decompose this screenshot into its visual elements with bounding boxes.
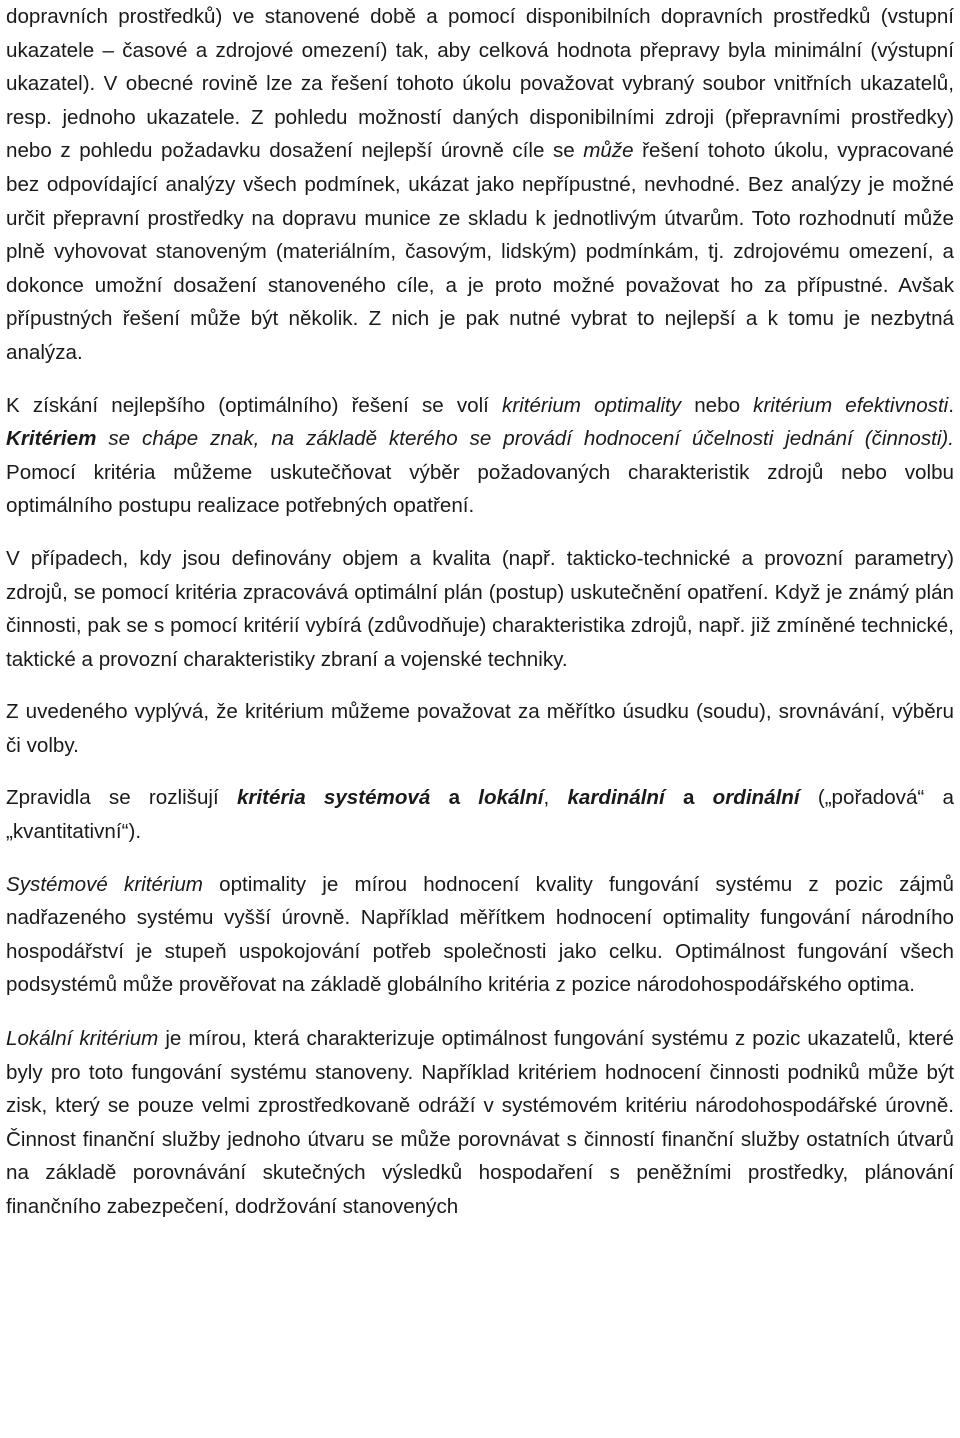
text-run: nebo: [681, 393, 754, 417]
document-page: [6, 0, 954, 1224]
text-run: Lokální kritérium: [6, 1027, 159, 1051]
text-run: Kritériem: [6, 427, 97, 451]
text-run: kritéria systémová: [236, 786, 431, 810]
text-run: Systémové kritérium: [6, 872, 203, 896]
text-run: ,: [543, 786, 568, 810]
text-run: K získání nejlepšího (optimálního) řešení se volí: [6, 393, 503, 417]
paragraph-criterion-types: [6, 781, 954, 848]
text-run: lokální: [478, 786, 544, 810]
text-run: může: [583, 139, 634, 163]
text-run: Zpravidla se rozlišují: [6, 786, 237, 810]
text-run: dopravních prostředků) ve stanovené době a pomocí disponibilních dopravních prostředků (vstupní ukazatele – časové a zdrojové omezení) tak, aby celková hodnota přepravy byla minimální (výstupní ukazatel). V obecné rovině lze za řešení tohoto úkolu považovat vybraný soubor vnitřních ukazatelů, resp. jednoho ukazatele. Z pohledu možností daných disponibilními zdroji (přepravními prostředky) nebo z pohledu požadavku dosažení nejlepší úrovně cíle se: [6, 5, 954, 163]
paragraph-system-criterion: [6, 868, 954, 1002]
text-run: .: [948, 393, 954, 417]
text-run: V případech, kdy jsou definovány objem a kvalita (např. takticko-technické a provozní parametry) zdrojů, se pomocí kritéria zpracovává optimální plán (postup) uskutečnění opatření. Když je známý plán činnosti, pak se s pomocí kritérií vybírá (zdůvodňuje) charakteristika zdrojů, např. již zmíněné technické, taktické a provozní charakteristiky zbraní a vojenské techniky.: [6, 546, 954, 671]
text-run: se chápe znak, na základě kterého se provádí hodnocení účelnosti jednání (činnosti).: [96, 427, 954, 451]
paragraph-local-criterion: [6, 1022, 954, 1224]
text-run: Pomocí kritéria můžeme uskutečňovat výběr požadovaných charakteristik zdrojů nebo volbu optimálního postupu realizace potřebných opatření.: [6, 460, 954, 518]
text-run: kardinální: [567, 786, 665, 810]
text-run: ordinální: [712, 786, 800, 810]
text-run: („pořadová“ a „kvantitativní“).: [6, 786, 954, 844]
text-run: kritérium optimality: [502, 393, 682, 417]
paragraph-transport-example: [6, 0, 954, 370]
text-run: Z uvedeného vyplývá, že kritérium můžeme považovat za měřítko úsudku (soudu), srovnávání, výběru či volby.: [6, 700, 954, 757]
text-run: kritérium efektivnosti: [753, 393, 949, 417]
paragraph-criterion-as-measure: [6, 695, 954, 762]
text-run: řešení tohoto úkolu, vypracované bez odpovídající analýzy všech podmínek, ukázat jako nepřípustné, nevhodné. Bez analýzy je možné určit přepravní prostředky na dopravu munice ze skladu k jednotlivým útvarům. Toto rozhodnutí může plně vyhovovat stanoveným (materiálním, časovým, lidským) podmínkám, tj. zdrojovému omezení, a dokonce umožní dosažení stanoveného cíle, a je proto možné považovat ho za přípustné. Avšak přípustných řešení může být několik. Z nich je pak nutné vybrat to nejlepší a k tomu je nezbytná analýza.: [6, 139, 954, 364]
paragraph-plan-and-resources: [6, 542, 954, 676]
text-run: optimality je mírou hodnocení kvality fungování systému z pozic zájmů nadřazeného systému vyšší úrovně. Například měřítkem hodnocení optimality fungování národního hospodářství je stupeň uspokojování potřeb společnosti jako celku. Optimálnost fungování všech podsystémů může prověřovat na základě globálního kritéria z pozice národohospodářského optima.: [6, 872, 954, 997]
text-run: a: [664, 786, 713, 810]
text-run: je mírou, která charakterizuje optimálnost fungování systému z pozic ukazatelů, které byly pro toto fungování systému stanoveny. Například kritériem hodnocení činnosti podniků může být zisk, který se pouze velmi zprostředkovaně odráží v systémovém kritériu národohospodářské úrovně. Činnost finanční služby jednoho útvaru se může porovnávat s činností finanční služby ostatních útvarů na základě porovnávání skutečných výsledků hospodaření s peněžními prostředky, plánování finančního zabezpečení, dodržování stanovených: [6, 1027, 954, 1218]
text-run: a: [430, 786, 479, 810]
paragraph-optimality-criterion: [6, 389, 954, 523]
